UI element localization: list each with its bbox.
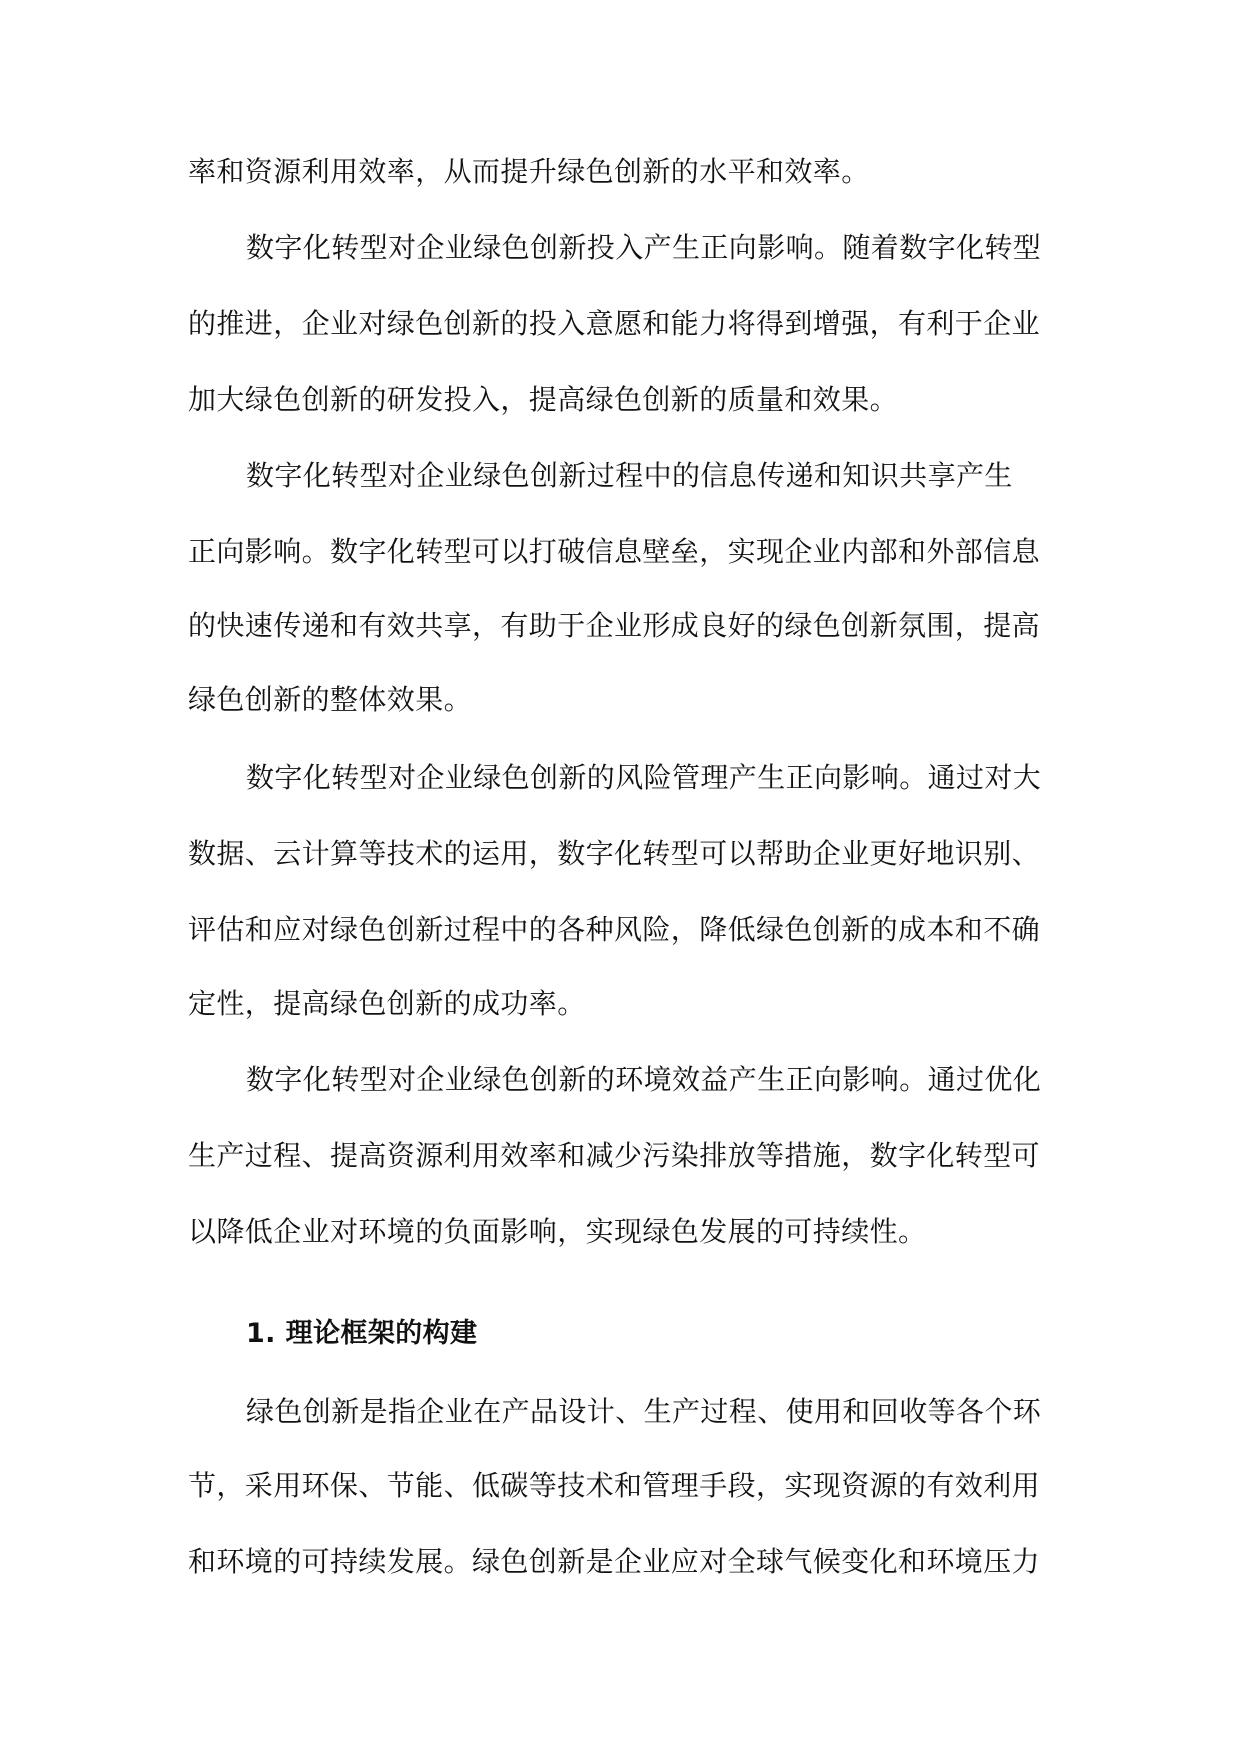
paragraph-line: 以降低企业对环境的负面影响，实现绿色发展的可持续性。 [188, 1215, 927, 1248]
paragraph-line: 评估和应对绿色创新过程中的各种风险，降低绿色创新的成本和不确 [188, 913, 1041, 946]
section-heading: 1. 理论框架的构建 [246, 1318, 478, 1349]
paragraph-line: 的快速传递和有效共享，有助于企业形成良好的绿色创新氛围，提高 [188, 609, 1041, 642]
paragraph-line: 和环境的可持续发展。绿色创新是企业应对全球气候变化和环境压力 [188, 1545, 1041, 1578]
paragraph-line: 节，采用环保、节能、低碳等技术和管理手段，实现资源的有效利用 [188, 1469, 1041, 1502]
paragraph-line: 数据、云计算等技术的运用，数字化转型可以帮助企业更好地识别、 [188, 837, 1041, 870]
paragraph-line: 数字化转型对企业绿色创新的环境效益产生正向影响。通过优化 [246, 1063, 1042, 1096]
paragraph-line: 定性，提高绿色创新的成功率。 [188, 987, 586, 1020]
paragraph-line: 数字化转型对企业绿色创新的风险管理产生正向影响。通过对大 [246, 761, 1042, 794]
paragraph-line: 率和资源利用效率，从而提升绿色创新的水平和效率。 [188, 155, 870, 188]
paragraph-line: 绿色创新是指企业在产品设计、生产过程、使用和回收等各个环 [246, 1395, 1042, 1428]
paragraph-line: 绿色创新的整体效果。 [188, 683, 473, 716]
paragraph-line: 的推进，企业对绿色创新的投入意愿和能力将得到增强，有利于企业 [188, 307, 1041, 340]
paragraph-line: 生产过程、提高资源利用效率和减少污染排放等措施，数字化转型可 [188, 1139, 1041, 1172]
paragraph-line: 加大绿色创新的研发投入，提高绿色创新的质量和效果。 [188, 383, 899, 416]
paragraph-line: 数字化转型对企业绿色创新投入产生正向影响。随着数字化转型 [246, 231, 1042, 264]
paragraph-line: 正向影响。数字化转型可以打破信息壁垒，实现企业内部和外部信息 [188, 535, 1041, 568]
paragraph-line: 数字化转型对企业绿色创新过程中的信息传递和知识共享产生 [246, 459, 1013, 492]
